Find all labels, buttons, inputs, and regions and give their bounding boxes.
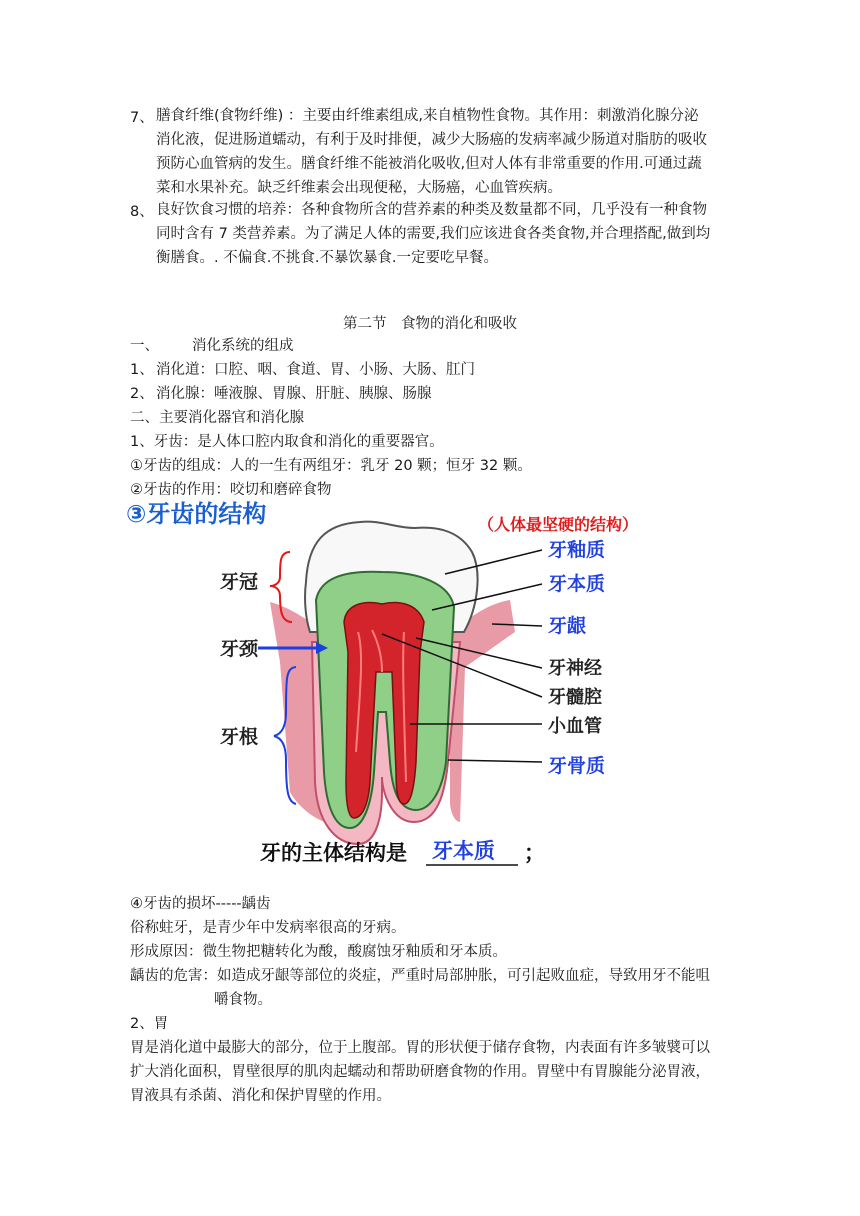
label-pulp-cavity: 牙髓腔 [548,687,602,708]
figure-note: （人体最坚硬的结构） [478,515,639,534]
label-blood-vessel: 小血管 [548,716,602,737]
part1-heading: 消化系统的组成 [192,338,294,354]
label-dentin: 牙本质 [548,573,606,595]
teeth-function: ②牙齿的作用：咬切和磨碎食物 [130,482,332,498]
point-2-number: 2、 [130,386,154,402]
point-1-text: 消化道：口腔、咽、食道、胃、小肠、大肠、肛门 [156,362,475,378]
item-7-line-4: 菜和水果补充。缺乏纤维素会出现便秘，大肠癌，心血管疾病。 [156,180,562,196]
caries-heading: ④牙齿的损坏-----龋齿 [130,896,271,912]
caption-prefix: 牙的主体结构是 [260,841,407,865]
label-crown: 牙冠 [220,571,259,593]
teeth-intro: 1、牙齿：是人体口腔内取食和消化的重要器官。 [130,434,444,450]
caries-line-3a: 龋齿的危害：如造成牙龈等部位的炎症，严重时局部肿胀，可引起败血症，导致用牙不能咀 [130,968,710,984]
teeth-composition: ①牙齿的组成：人的一生有两组牙：乳牙 20 颗；恒牙 32 颗。 [130,458,532,474]
caption-suffix: ； [524,841,545,865]
pointer-cementum [448,760,542,762]
item-7-line-3: 预防心血管病的发生。膳食纤维不能被消化吸收,但对人体有非常重要的作用.可通过蔬 [156,156,702,172]
item-7-number: 7、 [130,110,154,126]
part1-heading-number: 一、 [130,338,159,354]
gum-shape-right [450,600,515,822]
section-title: 第二节 食物的消化和吸收 [343,316,517,332]
label-enamel: 牙釉质 [548,539,606,561]
point-2-text: 消化腺：唾液腺、胃腺、肝脏、胰腺、肠腺 [156,386,432,402]
label-gum: 牙龈 [548,615,587,637]
caries-line-2: 形成原因：微生物把糖转化为酸，酸腐蚀牙釉质和牙本质。 [130,944,507,960]
item-8-line-1: 良好饮食习惯的培养：各种食物所含的营养素的种类及数量都不同，几乎没有一种食物 [156,202,707,218]
part2-heading: 二、主要消化器官和消化腺 [130,410,304,426]
stomach-heading: 2、胃 [130,1016,169,1032]
stomach-line-2: 扩大消化面积，胃壁很厚的肌肉起蠕动和帮助研磨食物的作用。胃壁中有胃腺能分泌胃液， [130,1064,710,1080]
point-1-number: 1、 [130,362,154,378]
item-7-line-1: 膳食纤维(食物纤维) ：主要由纤维素组成,来自植物性食物。其作用：刺激消化腺分泌 [156,108,699,124]
stomach-line-3: 胃液具有杀菌、消化和保护胃壁的作用。 [130,1088,391,1104]
item-8-line-3: 衡膳食。. 不偏食.不挑食.不暴饮暴食.一定要吃早餐。 [156,250,499,266]
caption-answer: 牙本质 [432,839,495,863]
figure-title: ③牙齿的结构 [126,500,267,528]
label-neck: 牙颈 [220,638,259,660]
label-root: 牙根 [220,726,259,748]
stomach-line-1: 胃是消化道中最膨大的部分，位于上腹部。胃的形状便于储存食物，内表面有许多皱襞可以 [130,1040,710,1056]
item-8-number: 8、 [130,204,154,220]
item-8-line-2: 同时含有 7 类营养素。为了满足人体的需要,我们应该进食各类食物,并合理搭配,做到均 [156,226,711,242]
item-7-line-2: 消化液，促进肠道蠕动，有利于及时排便，减少大肠癌的发病率减少肠道对脂肪的吸收 [156,132,707,148]
tooth-structure-figure [120,492,656,878]
caries-line-1: 俗称蛀牙，是青少年中发病率很高的牙病。 [130,920,406,936]
caries-line-3b: 嚼食物。 [214,992,272,1008]
label-nerve: 牙神经 [548,658,602,679]
label-cementum: 牙骨质 [548,755,606,777]
